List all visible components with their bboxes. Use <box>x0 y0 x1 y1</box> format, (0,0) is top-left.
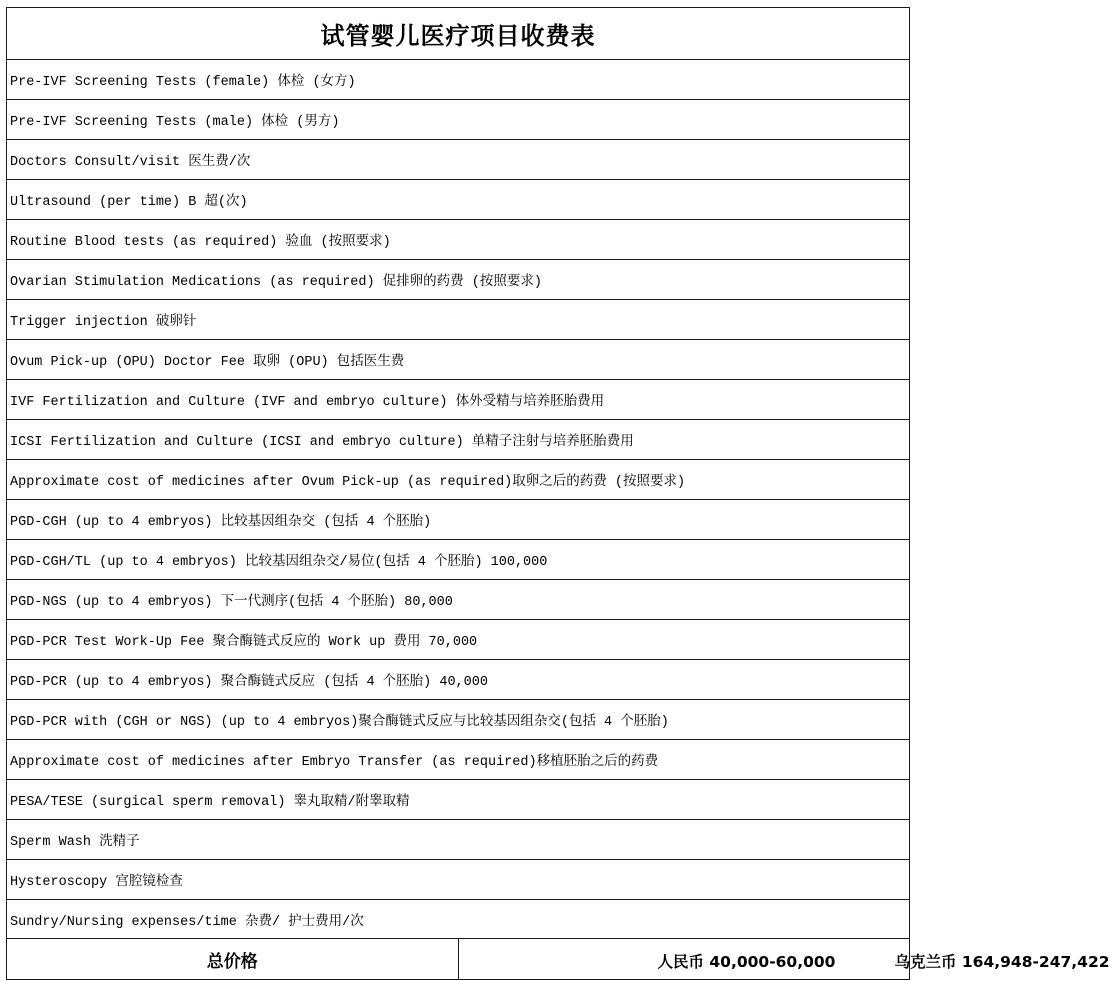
table-row <box>7 420 910 460</box>
table-row <box>7 260 910 300</box>
table-row <box>7 860 910 900</box>
table-row <box>7 820 910 860</box>
table-row <box>7 300 910 340</box>
total-label: 总价格 <box>7 939 459 980</box>
table-row <box>7 140 910 180</box>
table-row <box>7 780 910 820</box>
item-cell: PGD-PCR with (CGH or NGS) (up to 4 embryos)聚合酶链式反应与比较基因组杂交(包括 4 个胚胎) <box>7 700 910 740</box>
table-row <box>7 460 910 500</box>
item-cell: IVF Fertilization and Culture (IVF and embryo culture) 体外受精与培养胚胎费用 <box>7 380 910 420</box>
table-row <box>7 100 910 140</box>
item-cell: Approximate cost of medicines after Ovum Pick-up (as required)取卵之后的药费 (按照要求) <box>7 460 910 500</box>
table-row <box>7 900 910 939</box>
item-cell: Ovarian Stimulation Medications (as required) 促排卵的药费 (按照要求) <box>7 260 910 300</box>
item-cell: Pre-IVF Screening Tests (male) 体检 (男方) <box>7 100 910 140</box>
table-row <box>7 500 910 540</box>
item-cell: Routine Blood tests (as required) 验血 (按照要求) <box>7 220 910 260</box>
table-row <box>7 380 910 420</box>
table-row <box>7 60 910 100</box>
table-row <box>7 740 910 780</box>
item-cell: PGD-NGS (up to 4 embryos) 下一代测序(包括 4 个胚胎) 80,000 <box>7 580 910 620</box>
total-row <box>7 939 910 980</box>
item-cell: Hysteroscopy 宫腔镜检查 <box>7 860 910 900</box>
table-row <box>7 220 910 260</box>
item-cell: Pre-IVF Screening Tests (female) 体检 (女方) <box>7 60 910 100</box>
total-uah: 乌克兰币 164,948-247,422 <box>894 953 1110 971</box>
item-cell: PGD-PCR (up to 4 embryos) 聚合酶链式反应 (包括 4 个胚胎) 40,000 <box>7 660 910 700</box>
item-cell: PESA/TESE (surgical sperm removal) 睾丸取精/附睾取精 <box>7 780 910 820</box>
total-values <box>458 939 1110 980</box>
table-row <box>7 540 910 580</box>
item-cell: Ultrasound (per time) B 超(次) <box>7 180 910 220</box>
item-cell: Trigger injection 破卵针 <box>7 300 910 340</box>
item-cell: PGD-PCR Test Work-Up Fee 聚合酶链式反应的 Work up 费用 70,000 <box>7 620 910 660</box>
fee-table <box>6 7 1110 980</box>
item-cell: PGD-CGH (up to 4 embryos) 比较基因组杂交 (包括 4 个胚胎) <box>7 500 910 540</box>
table-row <box>7 700 910 740</box>
table-row <box>7 660 910 700</box>
item-cell: Sundry/Nursing expenses/time 杂费/ 护士费用/次 <box>7 900 910 939</box>
item-cell: ICSI Fertilization and Culture (ICSI and embryo culture) 单精子注射与培养胚胎费用 <box>7 420 910 460</box>
table-row <box>7 180 910 220</box>
item-cell: Ovum Pick-up (OPU) Doctor Fee 取卵 (OPU) 包括医生费 <box>7 340 910 380</box>
table-row <box>7 620 910 660</box>
total-rmb: 人民币 40,000-60,000 <box>657 953 836 971</box>
item-cell: Sperm Wash 洗精子 <box>7 820 910 860</box>
item-cell: PGD-CGH/TL (up to 4 embryos) 比较基因组杂交/易位(包括 4 个胚胎) 100,000 <box>7 540 910 580</box>
item-cell: Doctors Consult/visit 医生费/次 <box>7 140 910 180</box>
table-row <box>7 340 910 380</box>
table-row <box>7 580 910 620</box>
title-row <box>7 8 910 60</box>
table-title: 试管婴儿医疗项目收费表 <box>7 8 910 60</box>
item-cell: Approximate cost of medicines after Embryo Transfer (as required)移植胚胎之后的药费 <box>7 740 910 780</box>
